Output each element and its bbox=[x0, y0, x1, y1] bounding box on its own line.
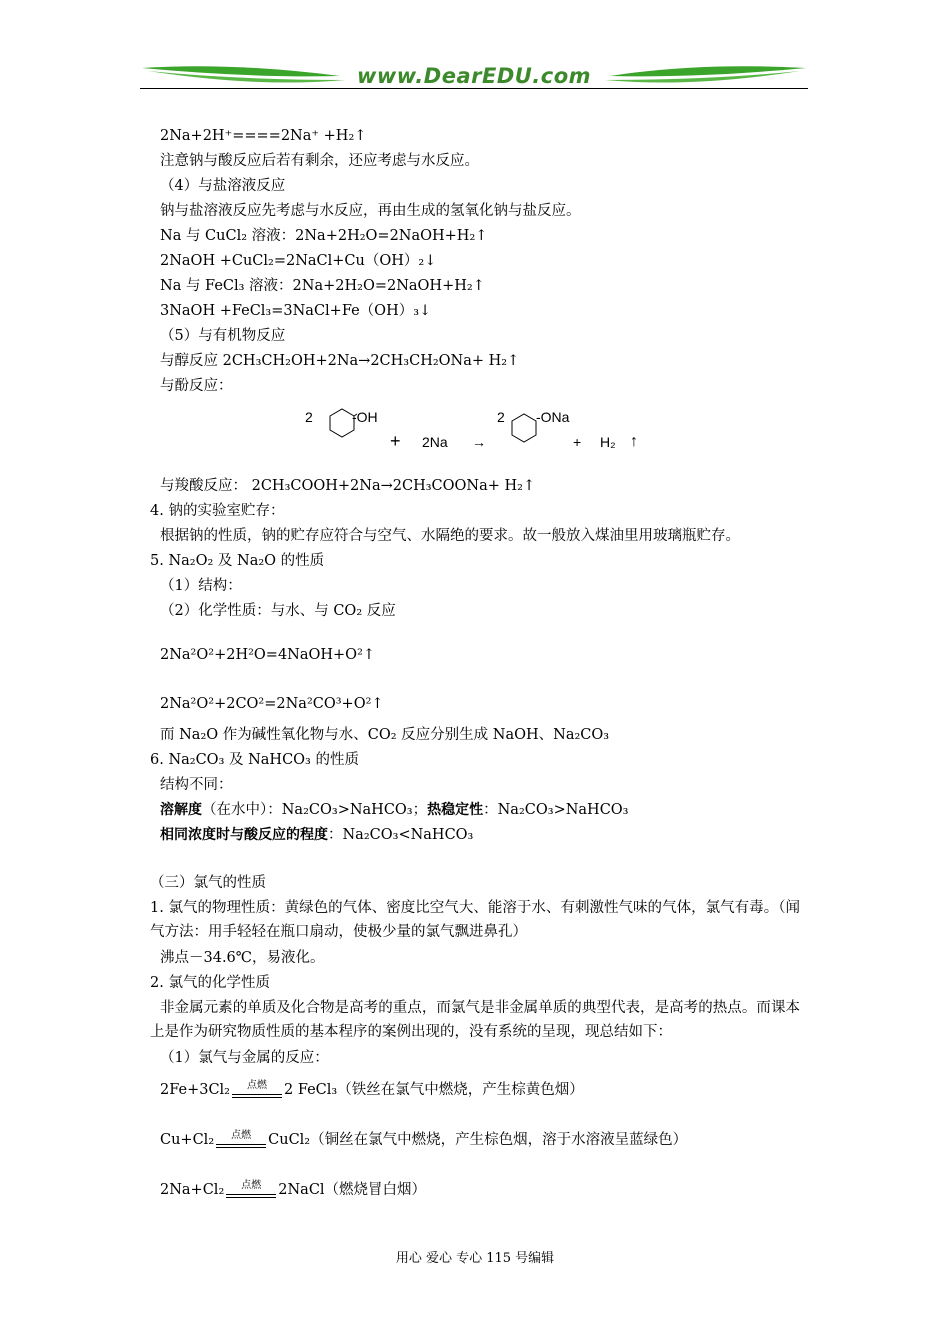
text-span: （在水中）：Na₂CO₃>NaHCO₃； bbox=[202, 802, 428, 818]
subheading: （2）化学性质：与水、与 CO₂ 反应 bbox=[160, 603, 396, 619]
section-heading: 6. Na₂CO₃ 及 NaHCO₃ 的性质 bbox=[150, 752, 359, 768]
peroxide-water-formula: 2Na²O²+2H²O=4NaOH+O²↑ bbox=[160, 647, 376, 663]
paragraph: 非金属元素的单质及化合物是高考的重点，而氯气是非金属单质的典型代表，是高考的热点。而课本上是作为研究物质性质的基本程序的案例出现的，没有系统的呈现，现总结如下： bbox=[150, 1000, 800, 1040]
bold-term: 相同浓度时与酸反应的程度 bbox=[160, 827, 328, 843]
text-line: 沸点－34.6℃，易液化。 bbox=[160, 950, 325, 966]
phenol-reaction-diagram bbox=[300, 400, 650, 460]
solubility-line bbox=[160, 800, 629, 820]
acid-reaction-formula: 2Na+2H⁺====2Na⁺ +H₂↑ bbox=[160, 128, 367, 144]
peroxide-co2-formula: 2Na²O²+2CO²=2Na²CO³+O²↑ bbox=[160, 696, 384, 712]
plus-sign: + bbox=[390, 431, 401, 451]
page-footer: 用心 爱心 专心 115 号编辑 bbox=[395, 1251, 555, 1266]
subheading: （5）与有机物反应 bbox=[160, 328, 286, 344]
ignite-condition: 点燃 bbox=[232, 1080, 282, 1100]
reaction-arrow: → bbox=[472, 434, 486, 450]
sodium-chlorine-reaction bbox=[160, 1180, 426, 1200]
ignite-condition: 点燃 bbox=[216, 1130, 266, 1150]
formula-line: 与醇反应 2CH₃CH₂OH+2Na→2CH₃CH₂ONa+ H₂↑ bbox=[160, 353, 520, 369]
products: CuCl₂（铜丝在氯气中燃烧，产生棕色烟，溶于水溶液呈蓝绿色） bbox=[268, 1132, 688, 1148]
reactants: 2Na+Cl₂ bbox=[160, 1182, 225, 1198]
acid-reactivity-line bbox=[160, 825, 473, 845]
plus-sign: + bbox=[573, 434, 582, 450]
section-heading: 2. 氯气的化学性质 bbox=[150, 975, 270, 991]
subheading: （1）氯气与金属的反应： bbox=[160, 1050, 329, 1066]
header-rule bbox=[140, 88, 808, 89]
bold-term: 溶解度 bbox=[160, 802, 202, 818]
phenol-coefficient: 2 bbox=[305, 409, 313, 425]
copper-chlorine-reaction bbox=[160, 1130, 687, 1150]
ignite-condition: 点燃 bbox=[226, 1180, 276, 1200]
page-header bbox=[140, 58, 808, 92]
text-line: 结构不同： bbox=[160, 777, 233, 793]
section-heading: 5. Na₂O₂ 及 Na₂O 的性质 bbox=[150, 553, 325, 569]
reactants: 2Fe+3Cl₂ bbox=[160, 1082, 230, 1098]
chapter-heading: （三）氯气的性质 bbox=[150, 875, 266, 891]
text-line: 而 Na₂O 作为碱性氧化物与水、CO₂ 反应分别生成 NaOH、Na₂CO₃ bbox=[160, 727, 610, 743]
products: 2 FeCl₃（铁丝在氯气中燃烧，产生棕黄色烟） bbox=[284, 1082, 584, 1098]
iron-chlorine-reaction bbox=[160, 1080, 584, 1100]
products: 2NaCl（燃烧冒白烟） bbox=[278, 1182, 427, 1198]
formula-line: 3NaOH +FeCl₃=3NaCl+Fe（OH）₃↓ bbox=[160, 303, 432, 319]
formula-line: 与羧酸反应： 2CH₃COOH+2Na→2CH₃COONa+ H₂↑ bbox=[160, 478, 536, 494]
sodium-reactant: 2Na bbox=[422, 434, 448, 450]
text-line: 钠与盐溶液反应先考虑与水反应，再由生成的氢氧化钠与盐反应。 bbox=[160, 203, 581, 219]
bold-term: 热稳定性 bbox=[427, 802, 484, 818]
hydrogen-product: H₂ bbox=[600, 434, 616, 450]
hydroxyl-group: -OH bbox=[352, 409, 378, 425]
formula-line: 2NaOH +CuCl₂=2NaCl+Cu（OH）₂↓ bbox=[160, 253, 437, 269]
paragraph: 1. 氯气的物理性质：黄绿色的气体、密度比空气大、能溶于水、有刺激性气味的气体，氯气有毒。（闻气方法：用手轻轻在瓶口扇动，使极少量的氯气飘进鼻孔） bbox=[150, 900, 800, 940]
subheading: （1）结构： bbox=[160, 578, 242, 594]
text-line: 注意钠与酸反应后若有剩余，还应考虑与水反应。 bbox=[160, 153, 479, 169]
text-line: 与酚反应： bbox=[160, 378, 233, 394]
text-line: 根据钠的性质，钠的贮存应符合与空气、水隔绝的要求。故一般放入煤油里用玻璃瓶贮存。 bbox=[160, 528, 740, 544]
section-heading: 4. 钠的实验室贮存： bbox=[150, 503, 285, 519]
site-logo[interactable]: www.DearEDU.com bbox=[356, 64, 592, 88]
text-span: ：Na₂CO₃>NaHCO₃ bbox=[483, 802, 629, 818]
formula-line: Na 与 CuCl₂ 溶液：2Na+2H₂O=2NaOH+H₂↑ bbox=[160, 228, 488, 244]
formula-line: Na 与 FeCl₃ 溶液：2Na+2H₂O=2NaOH+H₂↑ bbox=[160, 278, 485, 294]
phenoxide-coefficient: 2 bbox=[497, 409, 505, 425]
subheading: （4）与盐溶液反应 bbox=[160, 178, 286, 194]
reactants: Cu+Cl₂ bbox=[160, 1132, 215, 1148]
gas-arrow: ↑ bbox=[630, 433, 638, 450]
phenoxide-group: -ONa bbox=[536, 409, 570, 425]
text-span: ：Na₂CO₃<NaHCO₃ bbox=[328, 827, 474, 843]
